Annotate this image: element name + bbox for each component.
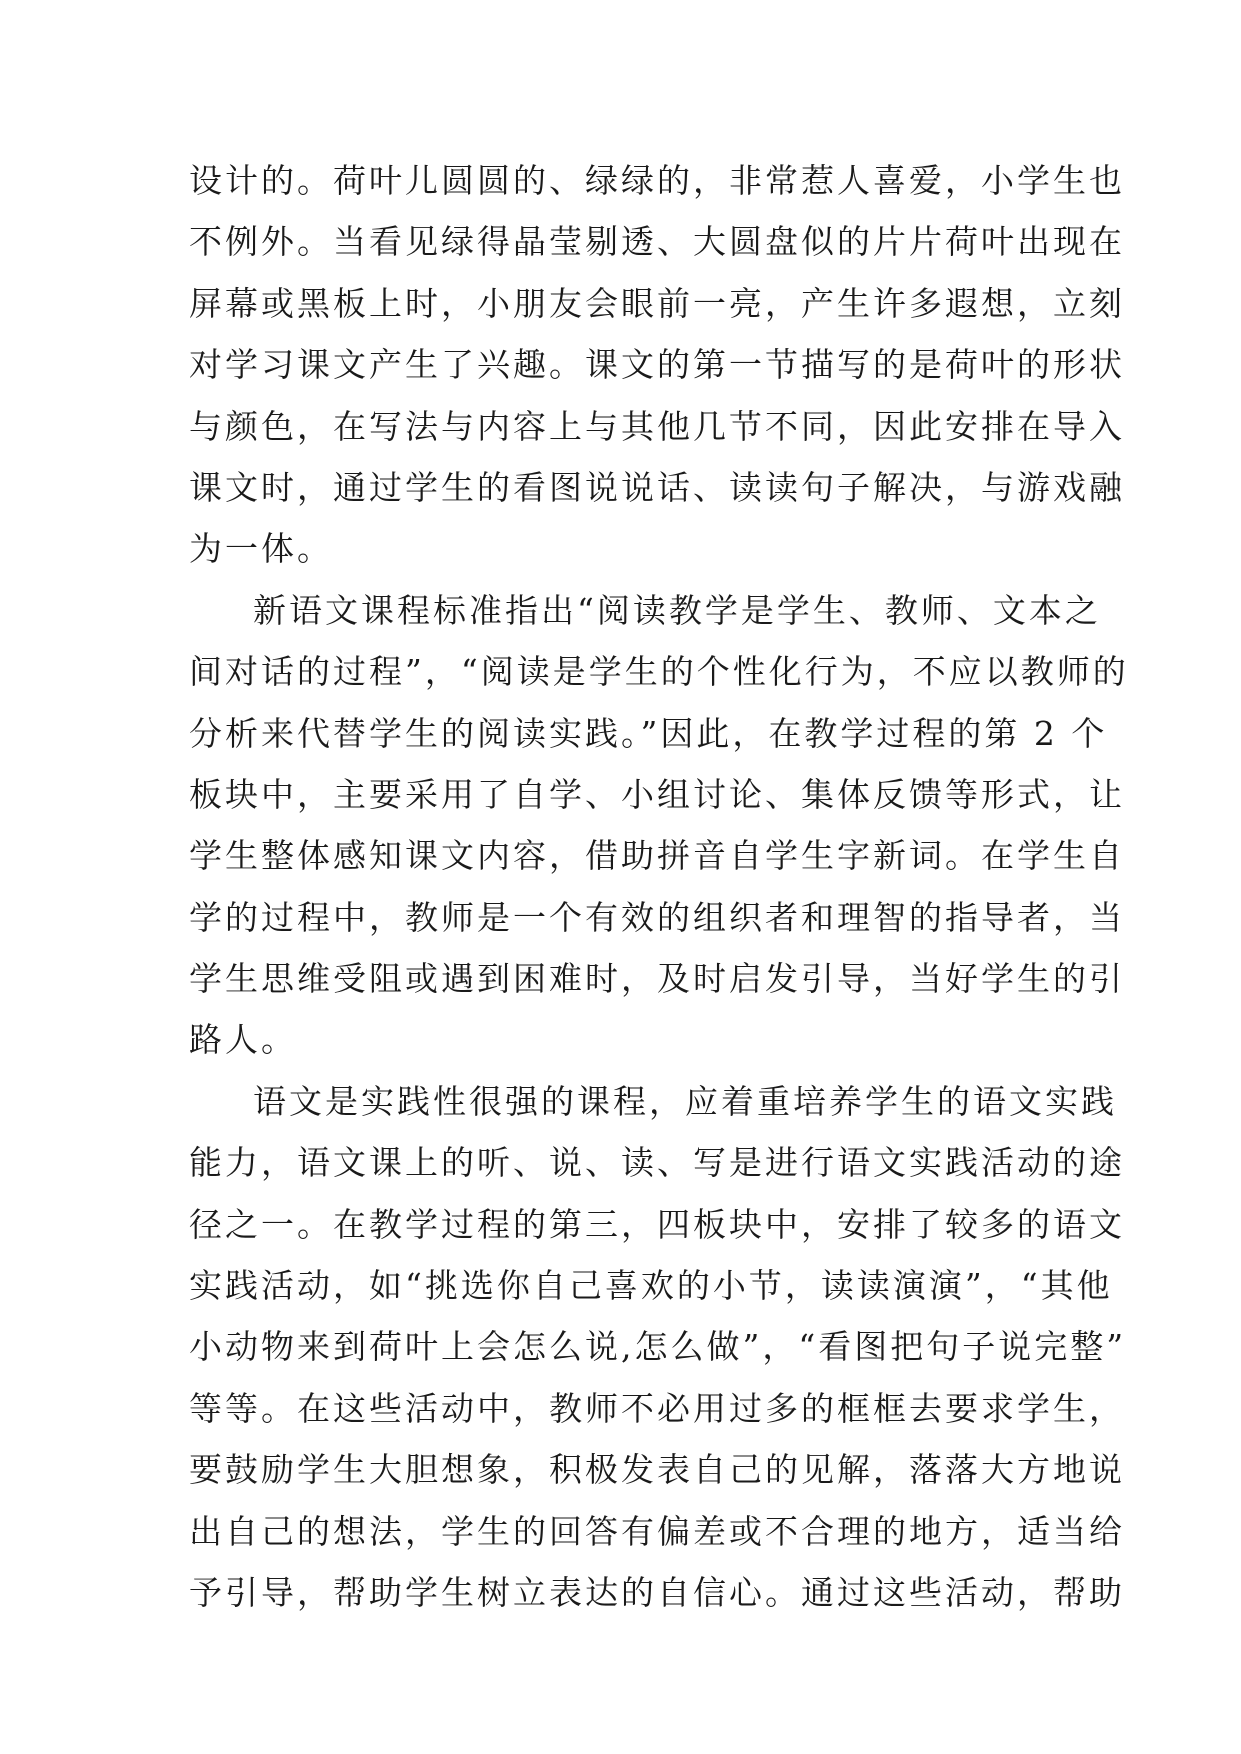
text-line: 路人。 bbox=[189, 1020, 297, 1060]
text-line: 学的过程中，教师是一个有效的组织者和理智的指导者，当 bbox=[189, 897, 1125, 937]
text-line: 不例外。当看见绿得晶莹剔透、大圆盘似的片片荷叶出现在 bbox=[189, 222, 1125, 262]
text-line: 径之一。在教学过程的第三，四板块中，安排了较多的语文 bbox=[189, 1204, 1125, 1244]
text-line: 板块中，主要采用了自学、小组讨论、集体反馈等形式，让 bbox=[189, 774, 1125, 814]
text-line: 予引导，帮助学生树立表达的自信心。通过这些活动，帮助 bbox=[189, 1572, 1125, 1612]
text-line: 能力，语文课上的听、说、读、写是进行语文实践活动的途 bbox=[189, 1143, 1125, 1183]
text-line: 语文是实践性很强的课程，应着重培养学生的语文实践 bbox=[253, 1081, 1117, 1121]
text-line: 小动物来到荷叶上会怎么说,怎么做”，“看图把句子说完整” bbox=[189, 1327, 1127, 1367]
text-line: 实践活动，如“挑选你自己喜欢的小节，读读演演”，“其他 bbox=[189, 1266, 1113, 1306]
text-line: 为一体。 bbox=[189, 529, 333, 569]
text-line: 分析来代替学生的阅读实践。”因此，在教学过程的第 2 个 bbox=[189, 713, 1108, 753]
paragraph bbox=[189, 1071, 1127, 1624]
paragraph bbox=[189, 580, 1129, 1071]
text-line: 间对话的过程”，“阅读是学生的个性化行为，不应以教师的 bbox=[189, 652, 1129, 692]
text-line: 学生整体感知课文内容，借助拼音自学生字新词。在学生自 bbox=[189, 836, 1125, 876]
text-line: 新语文课程标准指出“阅读教学是学生、教师、文本之 bbox=[253, 590, 1101, 630]
text-line: 出自己的想法，学生的回答有偏差或不合理的地方，适当给 bbox=[189, 1511, 1125, 1551]
text-line: 学生思维受阻或遇到困难时，及时启发引导，当好学生的引 bbox=[189, 959, 1125, 999]
text-line: 要鼓励学生大胆想象，积极发表自己的见解，落落大方地说 bbox=[189, 1450, 1125, 1490]
text-line: 等等。在这些活动中，教师不必用过多的框框去要求学生， bbox=[189, 1388, 1125, 1428]
document-body bbox=[189, 150, 1129, 1623]
paragraph bbox=[189, 150, 1125, 580]
text-line: 屏幕或黑板上时，小朋友会眼前一亮，产生许多遐想，立刻 bbox=[189, 283, 1125, 323]
text-line: 课文时，通过学生的看图说说话、读读句子解决，与游戏融 bbox=[189, 467, 1125, 507]
text-line: 与颜色，在写法与内容上与其他几节不同，因此安排在导入 bbox=[189, 406, 1125, 446]
text-line: 对学习课文产生了兴趣。课文的第一节描写的是荷叶的形状 bbox=[189, 345, 1125, 385]
text-line: 设计的。荷叶儿圆圆的、绿绿的，非常惹人喜爱，小学生也 bbox=[189, 161, 1125, 200]
